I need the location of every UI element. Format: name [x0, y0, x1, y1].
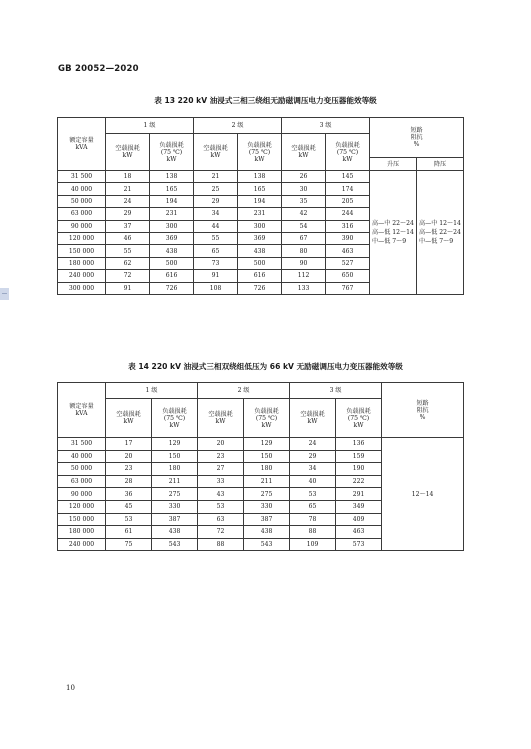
loss-cell: 72 [106, 270, 150, 282]
table-14 [57, 382, 464, 551]
capacity-cell: 120 000 [58, 232, 106, 244]
impedance-line: 高—低 12～14 [372, 228, 414, 236]
grade-3-header: 3 级 [282, 118, 370, 134]
loss-cell: 75 [106, 538, 152, 551]
loss-cell: 53 [290, 488, 336, 501]
loss-cell: 387 [244, 513, 290, 526]
standard-code: GB 20052—2020 [58, 64, 139, 74]
grade-2-no-load-header: 空载损耗 kW [194, 134, 238, 171]
loss-cell: 409 [336, 513, 382, 526]
impedance-line: 中—低 7～9 [419, 238, 454, 246]
impedance-line: 中—低 7～9 [372, 238, 407, 246]
capacity-cell: 240 000 [58, 270, 106, 282]
loss-cell: 390 [326, 232, 370, 244]
page-number: 10 [66, 684, 75, 692]
loss-cell: 726 [238, 282, 282, 294]
loss-cell: 616 [238, 270, 282, 282]
loss-cell: 63 [198, 513, 244, 526]
loss-cell: 300 [150, 220, 194, 232]
loss-cell: 129 [244, 438, 290, 451]
grade-1-header: 1 级 [106, 383, 198, 399]
loss-cell: 18 [106, 171, 150, 183]
loss-cell: 35 [282, 195, 326, 207]
capacity-cell: 31 500 [58, 438, 106, 451]
loss-cell: 231 [238, 208, 282, 220]
grade-1-load-header: 负载损耗 (75 ℃) kW [152, 399, 198, 438]
impedance-line: 高—中 12～14 [419, 219, 461, 227]
loss-cell: 25 [194, 183, 238, 195]
loss-cell: 29 [290, 450, 336, 463]
loss-cell: 180 [152, 463, 198, 476]
capacity-cell: 50 000 [58, 463, 106, 476]
loss-cell: 205 [326, 195, 370, 207]
loss-cell: 88 [198, 538, 244, 551]
impedance-line: 高—中 22～24 [372, 219, 414, 227]
grade-3-no-load-header: 空载损耗 kW [282, 134, 326, 171]
loss-cell: 20 [106, 450, 152, 463]
loss-cell: 80 [282, 245, 326, 257]
step-up-impedance-cell [370, 171, 417, 295]
loss-cell: 138 [150, 171, 194, 183]
loss-cell: 46 [106, 232, 150, 244]
grade-1-load-header: 负载损耗 (75 ℃) kW [150, 134, 194, 171]
loss-cell: 330 [244, 500, 290, 513]
table-row [58, 438, 464, 451]
loss-cell: 73 [194, 257, 238, 269]
loss-cell: 34 [290, 463, 336, 476]
capacity-cell: 180 000 [58, 257, 106, 269]
loss-cell: 24 [106, 195, 150, 207]
loss-cell: 438 [244, 526, 290, 539]
loss-cell: 33 [198, 475, 244, 488]
capacity-cell: 63 000 [58, 475, 106, 488]
grade-3-header: 3 级 [290, 383, 382, 399]
loss-cell: 275 [152, 488, 198, 501]
grade-3-no-load-header: 空载损耗 kW [290, 399, 336, 438]
loss-cell: 43 [198, 488, 244, 501]
loss-cell: 500 [150, 257, 194, 269]
loss-cell: 133 [282, 282, 326, 294]
loss-cell: 26 [282, 171, 326, 183]
grade-2-load-header: 负载损耗 (75 ℃) kW [238, 134, 282, 171]
capacity-cell: 31 500 [58, 171, 106, 183]
loss-cell: 54 [282, 220, 326, 232]
loss-cell: 61 [106, 526, 152, 539]
loss-cell: 34 [194, 208, 238, 220]
loss-cell: 527 [326, 257, 370, 269]
loss-cell: 349 [336, 500, 382, 513]
loss-cell: 29 [106, 208, 150, 220]
loss-cell: 44 [194, 220, 238, 232]
loss-cell: 145 [326, 171, 370, 183]
loss-cell: 244 [326, 208, 370, 220]
capacity-cell: 40 000 [58, 183, 106, 195]
loss-cell: 616 [150, 270, 194, 282]
loss-cell: 27 [198, 463, 244, 476]
step-up-header: 升压 [370, 158, 417, 171]
loss-cell: 45 [106, 500, 152, 513]
capacity-cell: 120 000 [58, 500, 106, 513]
capacity-cell: 240 000 [58, 538, 106, 551]
loss-cell: 316 [326, 220, 370, 232]
loss-cell: 330 [152, 500, 198, 513]
loss-cell: 65 [290, 500, 336, 513]
table-13-caption: 表 13 220 kV 油浸式三相三绕组无励磁调压电力变压器能效等级 [154, 96, 377, 105]
loss-cell: 40 [290, 475, 336, 488]
loss-cell: 438 [150, 245, 194, 257]
loss-cell: 36 [106, 488, 152, 501]
capacity-cell: 50 000 [58, 195, 106, 207]
loss-cell: 62 [106, 257, 150, 269]
loss-cell: 42 [282, 208, 326, 220]
loss-cell: 129 [152, 438, 198, 451]
grade-2-header: 2 级 [198, 383, 290, 399]
loss-cell: 136 [336, 438, 382, 451]
impedance-header: 短路 阻抗 % [370, 118, 464, 158]
loss-cell: 88 [290, 526, 336, 539]
grade-2-load-header: 负载损耗 (75 ℃) kW [244, 399, 290, 438]
loss-cell: 91 [194, 270, 238, 282]
loss-cell: 28 [106, 475, 152, 488]
grade-3-load-header: 负载损耗 (75 ℃) kW [326, 134, 370, 171]
loss-cell: 21 [194, 171, 238, 183]
loss-cell: 150 [244, 450, 290, 463]
loss-cell: 159 [336, 450, 382, 463]
capacity-cell: 63 000 [58, 208, 106, 220]
capacity-cell: 150 000 [58, 245, 106, 257]
loss-cell: 211 [152, 475, 198, 488]
capacity-cell: 150 000 [58, 513, 106, 526]
capacity-cell: 90 000 [58, 488, 106, 501]
loss-cell: 438 [152, 526, 198, 539]
capacity-cell: 300 000 [58, 282, 106, 294]
grade-1-no-load-header: 空载损耗 kW [106, 134, 150, 171]
loss-cell: 150 [152, 450, 198, 463]
loss-cell: 108 [194, 282, 238, 294]
loss-cell: 500 [238, 257, 282, 269]
loss-cell: 190 [336, 463, 382, 476]
loss-cell: 20 [198, 438, 244, 451]
loss-cell: 23 [198, 450, 244, 463]
loss-cell: 23 [106, 463, 152, 476]
loss-cell: 463 [326, 245, 370, 257]
loss-cell: 21 [106, 183, 150, 195]
grade-1-header: 1 级 [106, 118, 194, 134]
impedance-value-cell: 12～14 [382, 438, 464, 551]
capacity-cell: 180 000 [58, 526, 106, 539]
loss-cell: 30 [282, 183, 326, 195]
loss-cell: 78 [290, 513, 336, 526]
loss-cell: 387 [152, 513, 198, 526]
loss-cell: 29 [194, 195, 238, 207]
table-14-caption: 表 14 220 kV 油浸式三相双绕组低压为 66 kV 无励磁调压电力变压器能效等级 [128, 362, 403, 371]
loss-cell: 543 [244, 538, 290, 551]
loss-cell: 165 [150, 183, 194, 195]
loss-cell: 650 [326, 270, 370, 282]
loss-cell: 543 [152, 538, 198, 551]
loss-cell: 726 [150, 282, 194, 294]
grade-1-no-load-header: 空载损耗 kW [106, 399, 152, 438]
step-down-header: 降压 [417, 158, 464, 171]
loss-cell: 90 [282, 257, 326, 269]
loss-cell: 231 [150, 208, 194, 220]
loss-cell: 165 [238, 183, 282, 195]
loss-cell: 91 [106, 282, 150, 294]
loss-cell: 211 [244, 475, 290, 488]
table-13 [57, 117, 464, 295]
loss-cell: 180 [244, 463, 290, 476]
loss-cell: 291 [336, 488, 382, 501]
loss-cell: 109 [290, 538, 336, 551]
loss-cell: 55 [106, 245, 150, 257]
loss-cell: 222 [336, 475, 382, 488]
capacity-header: 额定容量 kVA [58, 383, 106, 438]
impedance-line: 高—低 22～24 [419, 228, 461, 236]
side-tab-mark [0, 288, 9, 300]
loss-cell: 369 [238, 232, 282, 244]
loss-cell: 369 [150, 232, 194, 244]
loss-cell: 275 [244, 488, 290, 501]
step-down-impedance-cell [417, 171, 464, 295]
loss-cell: 72 [198, 526, 244, 539]
loss-cell: 67 [282, 232, 326, 244]
capacity-cell: 40 000 [58, 450, 106, 463]
capacity-cell: 90 000 [58, 220, 106, 232]
loss-cell: 194 [150, 195, 194, 207]
loss-cell: 17 [106, 438, 152, 451]
loss-cell: 53 [198, 500, 244, 513]
loss-cell: 300 [238, 220, 282, 232]
loss-cell: 37 [106, 220, 150, 232]
loss-cell: 174 [326, 183, 370, 195]
loss-cell: 194 [238, 195, 282, 207]
loss-cell: 138 [238, 171, 282, 183]
loss-cell: 53 [106, 513, 152, 526]
grade-3-load-header: 负载损耗 (75 ℃) kW [336, 399, 382, 438]
loss-cell: 463 [336, 526, 382, 539]
impedance-header: 短路 阻抗 % [382, 383, 464, 438]
grade-2-no-load-header: 空载损耗 kW [198, 399, 244, 438]
loss-cell: 438 [238, 245, 282, 257]
loss-cell: 55 [194, 232, 238, 244]
capacity-header: 额定容量 kVA [58, 118, 106, 171]
grade-2-header: 2 级 [194, 118, 282, 134]
loss-cell: 65 [194, 245, 238, 257]
table-row [58, 171, 464, 183]
loss-cell: 573 [336, 538, 382, 551]
loss-cell: 24 [290, 438, 336, 451]
loss-cell: 112 [282, 270, 326, 282]
loss-cell: 767 [326, 282, 370, 294]
